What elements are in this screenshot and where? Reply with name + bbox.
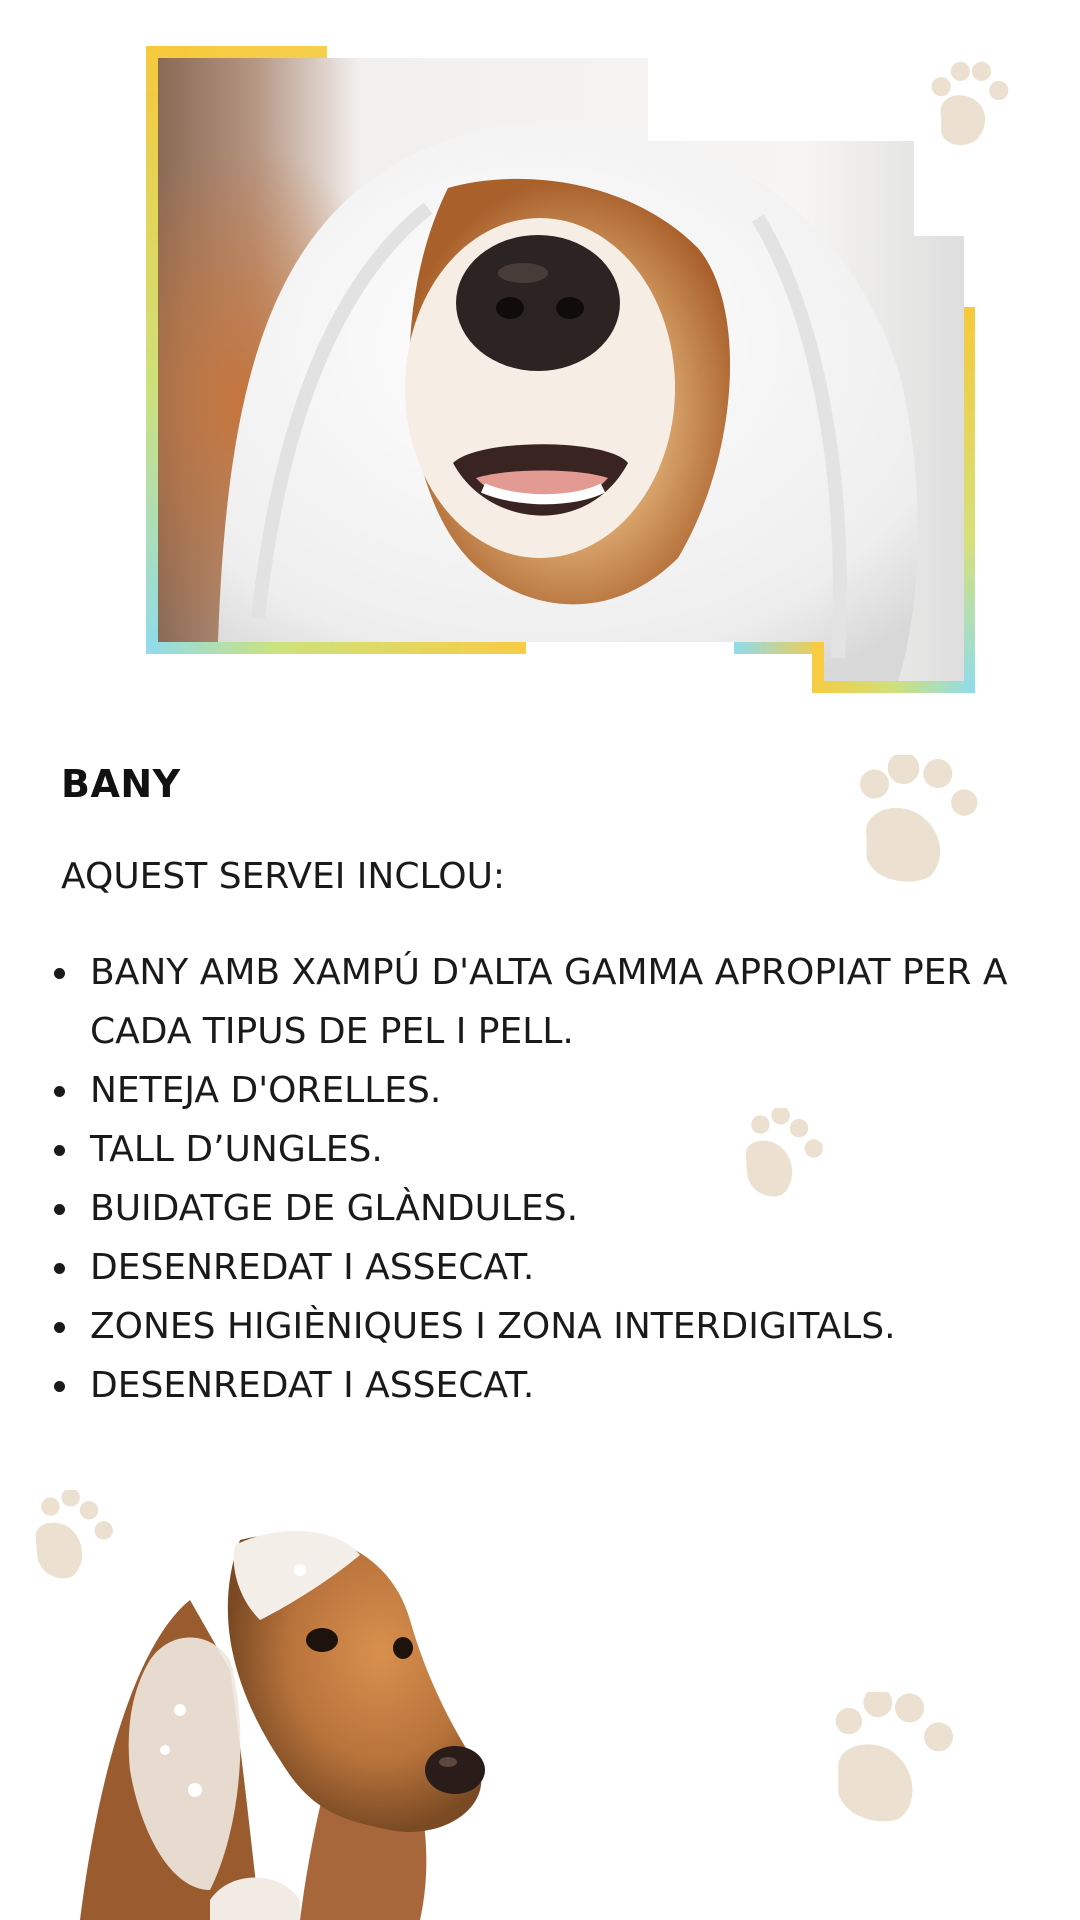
hero-frame-top (146, 46, 327, 58)
list-item-text: BANY AMB XAMPÚ D'ALTA GAMMA APROPIAT PER A CADA TIPUS DE PEL I PELL. (90, 952, 1008, 1052)
paw-print-icon (920, 56, 1020, 152)
bullet-icon (54, 1381, 65, 1392)
list-item (54, 943, 1064, 1061)
paw-print-icon (852, 755, 992, 887)
hero-frame-right (964, 307, 975, 693)
hero-frame-corner (734, 642, 824, 654)
list-item (54, 1061, 1064, 1120)
list-item (54, 1238, 1064, 1297)
list-item (54, 1179, 1064, 1238)
hero-frame-left (146, 46, 158, 654)
list-item-text: NETEJA D'ORELLES. (90, 1070, 442, 1111)
dog-under-towel-photo (158, 58, 964, 681)
list-item-text: ZONES HIGIÈNIQUES I ZONA INTERDIGITALS. (90, 1306, 896, 1347)
bullet-icon (54, 968, 65, 979)
service-list (54, 943, 1064, 1415)
wet-dog-photo (60, 1510, 500, 1920)
paw-print-icon (830, 1692, 968, 1824)
list-item (54, 1356, 1064, 1415)
service-title: BANY (61, 762, 181, 806)
hero-frame-bottom (146, 642, 526, 654)
list-item (54, 1120, 1064, 1179)
hero-frame-corner (812, 681, 975, 693)
bullet-icon (54, 1145, 65, 1156)
bullet-icon (54, 1322, 65, 1333)
list-item-text: BUIDATGE DE GLÀNDULES. (90, 1188, 579, 1229)
service-intro: AQUEST SERVEI INCLOU: (61, 856, 506, 897)
bullet-icon (54, 1263, 65, 1274)
list-item (54, 1297, 1064, 1356)
list-item-text: DESENREDAT I ASSECAT. (90, 1365, 535, 1406)
list-item-text: DESENREDAT I ASSECAT. (90, 1247, 535, 1288)
bullet-icon (54, 1086, 65, 1097)
bullet-icon (54, 1204, 65, 1215)
list-item-text: TALL D’UNGLES. (90, 1129, 383, 1170)
